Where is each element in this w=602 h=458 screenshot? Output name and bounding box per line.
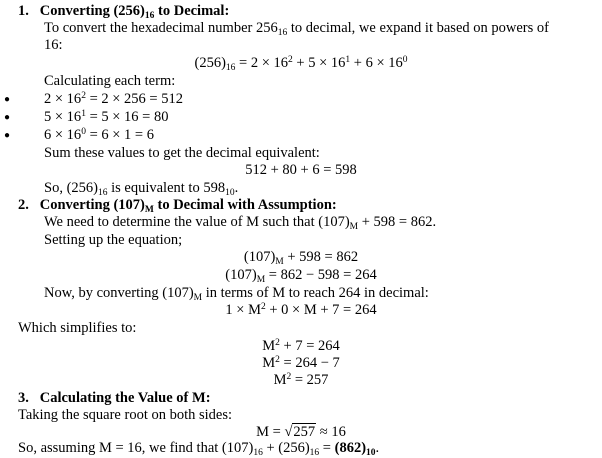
s1-sum-label: Sum these values to get the decimal equivalent: — [44, 145, 320, 161]
s3-final-line: So, assuming M = 16, we find that $(107)_{16} + (256)_{16} = (862)_{10}$. — [18, 440, 380, 458]
s2-simplifies-line: Which simplifies to: — [18, 320, 137, 336]
bullet-icon: ● — [4, 94, 11, 105]
s2-now-line: Now, by converting $(107)_M$ in terms of M to reach 264 in decimal: — [44, 285, 429, 303]
section-1-heading: 1. Converting $(256)_{16}$ to Decimal: — [18, 3, 230, 21]
s1-expansion-equation: $(256)_{16} = 2 \times 16^2 + 5 \times 16^1 + 6 \times 16^0$ — [194, 55, 408, 73]
s1-sum-equation: 512 + 80 + 6 = 598 — [245, 162, 357, 178]
s1-term-3: $6 \times 16^0 = 6 \times 1 = 6$ — [44, 127, 154, 143]
bullet-icon: ● — [4, 112, 11, 123]
s2-equation-3: $1 \times M^2 + 0 \times M + 7 = 264$ — [225, 302, 377, 318]
s1-calc-label: Calculating each term: — [44, 73, 176, 89]
section-3-heading: 3. Calculating the Value of M: — [18, 390, 211, 406]
s3-sqrt-label: Taking the square root on both sides: — [18, 407, 233, 423]
s2-setup-line: Setting up the equation; — [44, 232, 183, 248]
s2-need-line: We need to determine the value of M such that $(107)_M + 598 = 862$. — [44, 214, 437, 232]
s1-term-1: $2 \times 16^2 = 2 \times 256 = 512$ — [44, 91, 183, 107]
s1-term-2: $5 \times 16^1 = 5 \times 16 = 80$ — [44, 109, 169, 125]
s2-equation-5: $M^2 = 264 - 7$ — [262, 355, 340, 371]
sqrt-symbol: √257 — [284, 424, 316, 440]
bullet-icon: ● — [4, 130, 11, 141]
s1-intro-line-2: 16: — [44, 37, 63, 53]
section-2-heading: 2. Converting $(107)_M$ to Decimal with Assumption: — [18, 197, 337, 215]
s2-equation-4: $M^2 + 7 = 264$ — [262, 338, 340, 354]
s3-sqrt-equation: M = √257 ≈ 16 — [256, 424, 346, 440]
s1-intro-line: To convert the hexadecimal number $256_{16}$ to decimal, we expand it based on powers of — [44, 20, 549, 38]
s2-equation-2: $(107)_M = 862 - 598 = 264$ — [225, 267, 377, 285]
s1-conclusion: So, $(256)_{16}$ is equivalent to $598_{10}$. — [44, 180, 239, 198]
s2-equation-1: $(107)_M + 598 = 862$ — [243, 249, 359, 267]
s2-equation-6: $M^2 = 257$ — [273, 372, 329, 388]
